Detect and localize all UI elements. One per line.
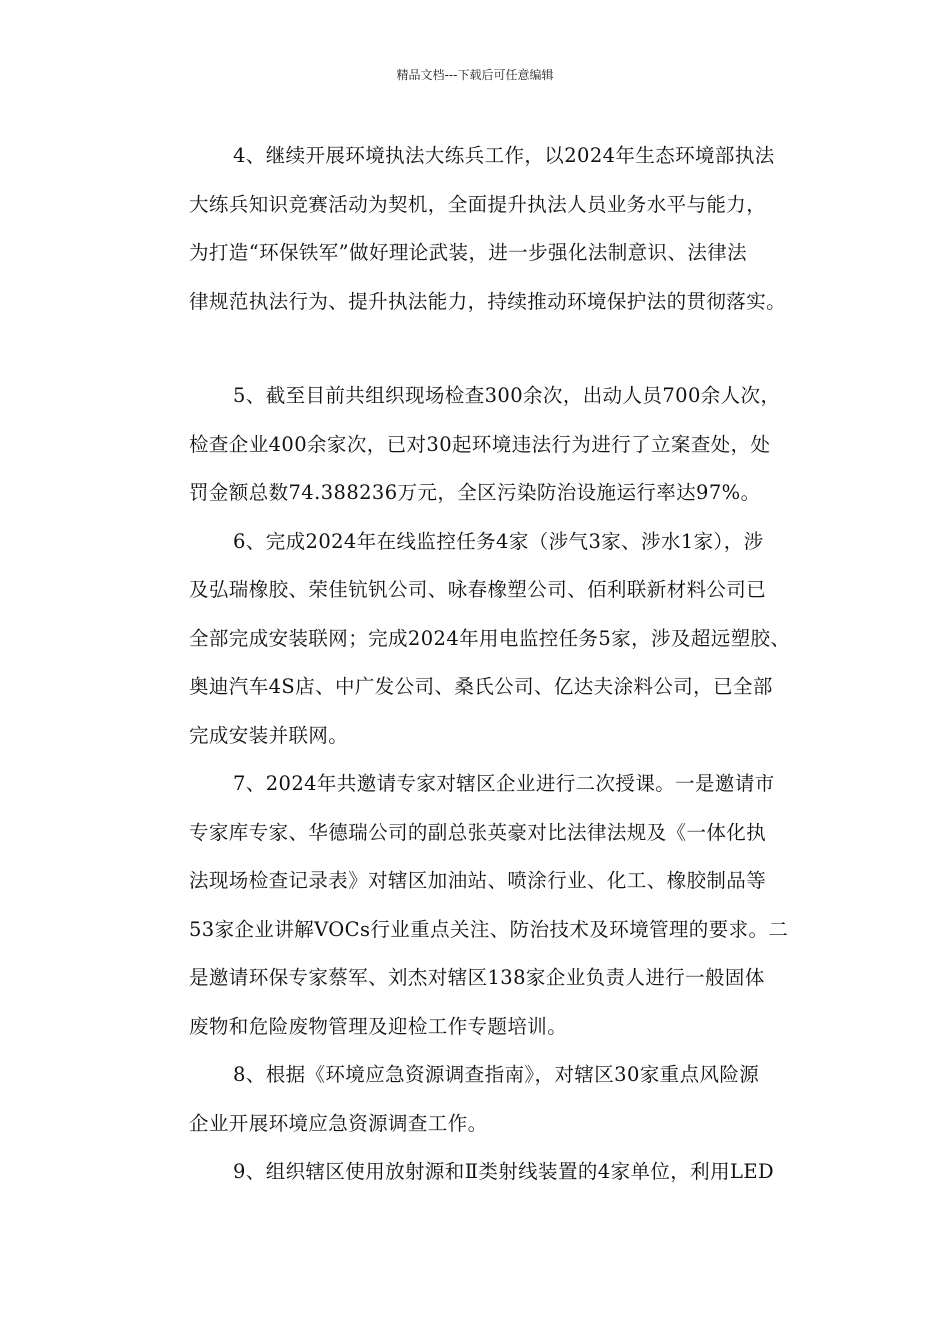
paragraph-line: 及弘瑞橡胶、荣佳钪钒公司、咏春橡塑公司、佰利联新材料公司已	[189, 578, 767, 601]
paragraph-8	[145, 1051, 815, 1148]
page-header: 精品文档---下载后可任意编辑	[396, 68, 554, 82]
paragraph-4	[145, 132, 815, 326]
paragraph-9	[145, 1148, 815, 1197]
paragraph-line: 9、组织辖区使用放射源和Ⅱ类射线装置的4家单位，利用LED	[233, 1160, 774, 1183]
paragraph-line: 是邀请环保专家蔡军、刘杰对辖区138家企业负责人进行一般固体	[189, 966, 765, 989]
paragraph-7	[145, 760, 815, 1051]
paragraph-line: 大练兵知识竞赛活动为契机，全面提升执法人员业务水平与能力，	[189, 192, 767, 216]
document-body	[145, 132, 815, 1197]
paragraph-line: 8、根据《环境应急资源调查指南》，对辖区30家重点风险源	[233, 1063, 760, 1086]
paragraph-line: 奥迪汽车4S店、中广发公司、桑氏公司、亿达夫涂料公司，已全部	[189, 675, 773, 698]
paragraph-line: 专家库专家、华德瑞公司的副总张英豪对比法律法规及《一体化执	[189, 820, 767, 844]
paragraph-line: 全部完成安装联网；完成2024年用电监控任务5家，涉及超远塑胶、	[189, 626, 791, 650]
paragraph-line: 4、继续开展环境执法大练兵工作，以2024年生态环境部执法	[233, 144, 775, 167]
paragraph-line: 5、截至目前共组织现场检查300余次，出动人员700余人次，	[233, 384, 781, 407]
paragraph-line: 企业开展环境应急资源调查工作。	[189, 1111, 488, 1135]
paragraph-6	[145, 518, 815, 761]
paragraph-spacer	[145, 326, 815, 372]
paragraph-line: 法现场检查记录表》对辖区加油站、喷涂行业、化工、橡胶制品等	[189, 869, 767, 892]
paragraph-line: 7、2024年共邀请专家对辖区企业进行二次授课。一是邀请市	[233, 772, 775, 795]
paragraph-line: 检查企业400余家次，已对30起环境违法行为进行了立案查处，处	[189, 432, 771, 456]
paragraph-line: 53家企业讲解VOCs行业重点关注、防治技术及环境管理的要求。二	[189, 917, 789, 941]
paragraph-line: 6、完成2024年在线监控任务4家（涉气3家、涉水1家），涉	[233, 529, 764, 553]
paragraph-line: 废物和危险废物管理及迎检工作专题培训。	[189, 1014, 568, 1038]
paragraph-5	[145, 372, 815, 518]
paragraph-line: 律规范执法行为、提升执法能力，持续推动环境保护法的贯彻落实。	[189, 289, 787, 313]
paragraph-line: 为打造“环保铁军”做好理论武装，进一步强化法制意识、法律法	[189, 241, 748, 264]
paragraph-line: 完成安装并联网。	[189, 723, 349, 747]
paragraph-line: 罚金额总数74.388236万元，全区污染防治设施运行率达97%。	[189, 481, 761, 504]
